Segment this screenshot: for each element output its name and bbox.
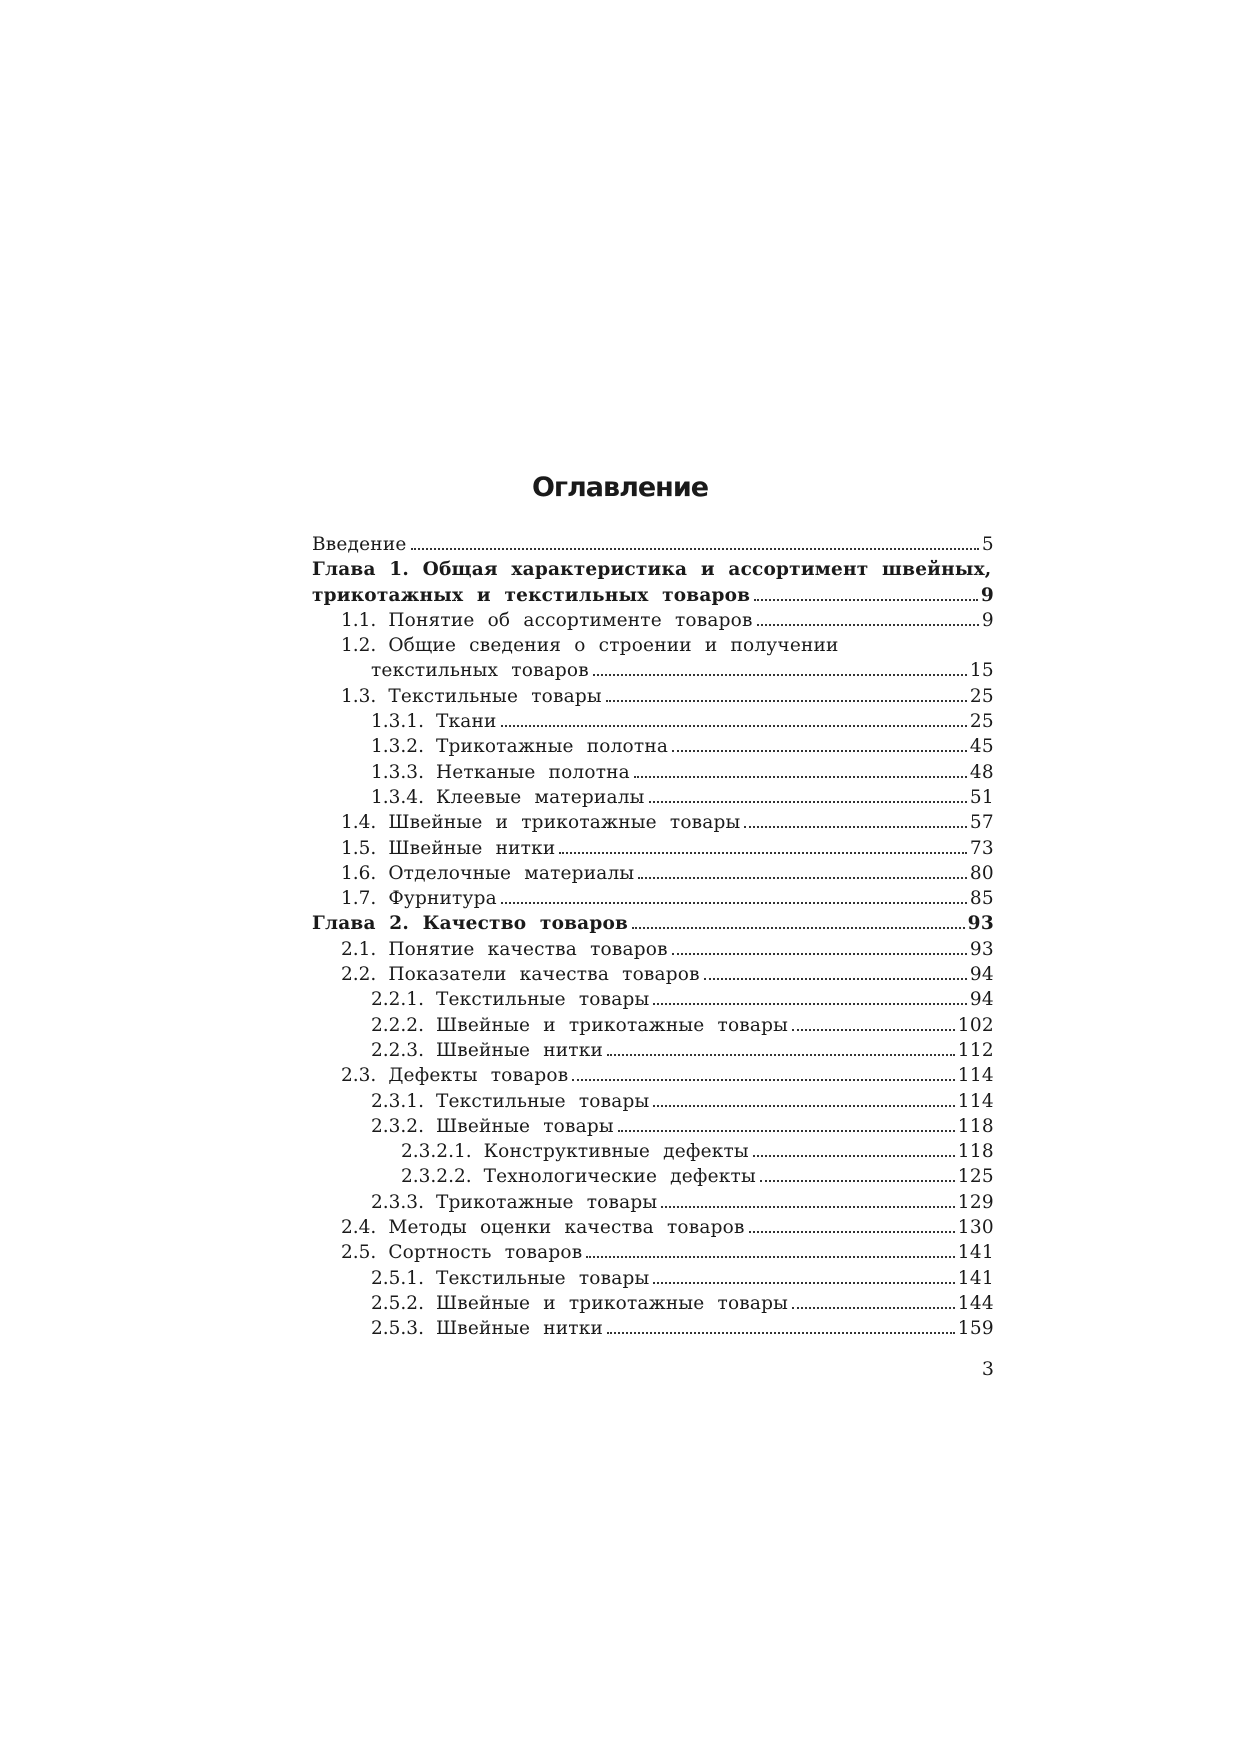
toc-entry[interactable] (312, 810, 994, 835)
dot-leader (606, 699, 967, 702)
toc-entry[interactable] (312, 1215, 994, 1240)
toc-entry-number: 1.3.3. (371, 761, 424, 783)
toc-entry-number: 2.5.3. (371, 1318, 424, 1340)
dot-leader (672, 952, 967, 955)
toc-entry-number: 2.3.2. (371, 1115, 424, 1137)
toc-entry-number: 1.2. (341, 635, 377, 657)
toc-entry-number: 1.3.1. (371, 711, 424, 733)
toc-entry[interactable] (312, 583, 994, 608)
toc-entry-number: 1.3.4. (371, 786, 424, 808)
toc-entry-page: 9 (981, 609, 994, 631)
toc-entry-title: Швейные нитки (388, 837, 556, 859)
toc-entry[interactable] (312, 1190, 994, 1215)
dot-leader (572, 1078, 954, 1081)
dot-leader (792, 1306, 955, 1309)
dot-leader (672, 749, 967, 752)
toc-entry-page: 93 (969, 938, 994, 960)
toc-entry-page: 159 (957, 1318, 994, 1340)
toc-entry[interactable] (312, 1240, 994, 1265)
toc-entry-number: 1.3. (341, 685, 377, 707)
toc-entry-page: 94 (969, 989, 994, 1011)
toc-entry-page: 5 (981, 534, 994, 555)
toc-entry[interactable] (312, 1316, 994, 1341)
dot-leader (618, 1129, 955, 1132)
toc-entry-title: Общие сведения о строении и получении (388, 635, 839, 657)
dot-leader (649, 800, 967, 803)
dot-leader (653, 1281, 954, 1284)
toc-entry-number: 1.4. (341, 812, 377, 834)
dot-leader (760, 1179, 955, 1182)
toc-entry[interactable] (312, 1063, 994, 1088)
toc-entry-number: 2.3.2.1. (401, 1141, 472, 1163)
toc-entry-page: 130 (957, 1217, 994, 1239)
toc-entry-page: 85 (969, 888, 994, 910)
toc-entry[interactable] (312, 1139, 994, 1164)
toc-entry-number: 1.5. (341, 837, 377, 859)
dot-leader (559, 851, 966, 854)
toc-entry-page: 80 (969, 862, 994, 884)
table-of-contents (312, 532, 994, 1342)
toc-entry-title: Швейные товары (435, 1115, 614, 1137)
toc-entry[interactable] (312, 911, 994, 936)
toc-entry-title: Показатели качества товаров (388, 964, 700, 986)
toc-entry-number: 1.3.2. (371, 736, 424, 758)
dot-leader (653, 1104, 954, 1107)
toc-entry-number: 2.4. (341, 1217, 377, 1239)
toc-entry-title: Ткани (435, 711, 497, 733)
toc-entry-page: 57 (969, 812, 994, 834)
toc-entry[interactable] (312, 532, 994, 557)
toc-entry-page: 25 (969, 685, 994, 707)
toc-entry-title: Трикотажные товары (435, 1191, 658, 1213)
toc-entry-page: 129 (957, 1191, 994, 1213)
toc-entry-title: Текстильные товары (388, 685, 602, 707)
toc-entry-page: 118 (957, 1141, 994, 1163)
toc-entry-title: Трикотажные полотна (435, 736, 669, 758)
toc-entry[interactable] (312, 886, 994, 911)
dot-leader (638, 876, 967, 879)
dot-leader (501, 724, 967, 727)
toc-entry-page: 141 (957, 1242, 994, 1264)
toc-entry-page: 25 (969, 711, 994, 733)
toc-entry-page: 9 (980, 584, 994, 606)
toc-entry-title: Сортность товаров (388, 1242, 583, 1264)
dot-leader (792, 1028, 955, 1031)
toc-entry-number: 2.5.1. (371, 1267, 424, 1289)
dot-leader (744, 825, 966, 828)
toc-entry-page: 125 (957, 1166, 994, 1188)
toc-entry-title: Понятие качества товаров (388, 938, 668, 960)
toc-entry[interactable] (312, 1089, 994, 1114)
toc-entry-number: 1.6. (341, 862, 377, 884)
toc-entry[interactable] (312, 633, 994, 658)
toc-entry[interactable] (312, 608, 994, 633)
toc-entry-title: Введение (312, 534, 407, 555)
toc-entry-title: Текстильные товары (435, 1090, 650, 1112)
toc-entry-title: текстильных товаров (371, 660, 589, 682)
toc-entry[interactable] (312, 785, 994, 810)
toc-entry-number: 2.2.2. (371, 1014, 424, 1036)
toc-entry-page: 144 (957, 1292, 994, 1314)
toc-entry-page: 114 (957, 1065, 994, 1087)
toc-entry-title: Швейные и трикотажные товары (435, 1292, 789, 1314)
page-number: 3 (981, 1358, 994, 1380)
toc-entry-number: 2.2.1. (371, 989, 424, 1011)
toc-entry-number: 2.3.2.2. (401, 1166, 472, 1188)
toc-entry[interactable] (312, 987, 994, 1012)
toc-entry-page: 141 (957, 1267, 994, 1289)
toc-entry[interactable] (312, 760, 994, 785)
toc-entry-page: 118 (957, 1115, 994, 1137)
toc-entry-title: Отделочные материалы (388, 862, 635, 884)
toc-entry-title: Нетканые полотна (435, 761, 630, 783)
toc-entry-page: 15 (969, 660, 994, 682)
toc-entry-page: 93 (967, 913, 994, 935)
dot-leader (593, 673, 967, 676)
toc-entry-title: Глава 2. Качество товаров (312, 913, 629, 935)
toc-entry-title: Швейные и трикотажные товары (435, 1014, 789, 1036)
toc-entry-number: 2.3. (341, 1065, 377, 1087)
toc-entry-number: 1.7. (341, 888, 377, 910)
toc-entry[interactable] (312, 557, 994, 582)
toc-entry-title: Текстильные товары (435, 1267, 650, 1289)
dot-leader (411, 547, 979, 550)
toc-entry-page: 73 (969, 837, 994, 859)
toc-entry-number: 2.5.2. (371, 1292, 424, 1314)
page-title: Оглавление (531, 472, 709, 503)
toc-entry[interactable] (312, 684, 994, 709)
toc-entry-title: Текстильные товары (435, 989, 650, 1011)
toc-entry-number: 2.3.3. (371, 1191, 424, 1213)
dot-leader (753, 1154, 955, 1157)
toc-entry[interactable] (312, 734, 994, 759)
toc-entry-number: 2.3.1. (371, 1090, 424, 1112)
dot-leader (632, 926, 965, 929)
toc-entry-page: 114 (957, 1090, 994, 1112)
toc-entry[interactable] (312, 1164, 994, 1189)
toc-entry[interactable] (312, 836, 994, 861)
dot-leader (501, 901, 967, 904)
toc-entry[interactable] (312, 709, 994, 734)
toc-entry-title: Швейные и трикотажные товары (388, 812, 741, 834)
toc-entry[interactable] (312, 1114, 994, 1139)
toc-entry-page: 51 (969, 786, 994, 808)
toc-entry-title: Понятие об ассортименте товаров (388, 609, 753, 631)
toc-entry[interactable] (312, 1291, 994, 1316)
dot-leader (586, 1255, 954, 1258)
dot-leader (634, 775, 967, 778)
toc-entry-title: Швейные нитки (435, 1318, 604, 1340)
toc-entry-title: Швейные нитки (435, 1039, 604, 1061)
dot-leader (653, 1002, 966, 1005)
toc-entry-page: 112 (957, 1039, 994, 1061)
toc-entry-number: 2.1. (341, 938, 377, 960)
toc-entry-title: Технологические дефекты (483, 1166, 756, 1188)
toc-entry-number: 2.5. (341, 1242, 377, 1264)
toc-entry[interactable] (312, 1266, 994, 1291)
toc-entry-title: Фурнитура (388, 888, 497, 910)
toc-entry-number: 2.2. (341, 964, 377, 986)
toc-entry-page: 48 (969, 761, 994, 783)
toc-entry-title: Глава 1. Общая характеристика и ассортимент швейных, (312, 559, 992, 581)
toc-entry[interactable] (312, 1013, 994, 1038)
toc-entry-page: 102 (957, 1014, 994, 1036)
toc-entry[interactable] (312, 861, 994, 886)
dot-leader (754, 598, 978, 601)
toc-entry[interactable] (312, 1038, 994, 1063)
toc-entry-page: 94 (969, 964, 994, 986)
toc-entry-title: Дефекты товаров (388, 1065, 569, 1087)
toc-entry-page: 45 (969, 736, 994, 758)
dot-leader (607, 1331, 955, 1334)
toc-entry[interactable] (312, 962, 994, 987)
dot-leader (757, 623, 979, 626)
dot-leader (661, 1205, 954, 1208)
toc-entry-title: Методы оценки качества товаров (388, 1217, 745, 1239)
dot-leader (704, 977, 967, 980)
toc-entry[interactable] (312, 658, 994, 683)
dot-leader (607, 1053, 955, 1056)
toc-entry-title: Клеевые материалы (435, 786, 645, 808)
dot-leader (749, 1230, 955, 1233)
toc-entry[interactable] (312, 937, 994, 962)
toc-entry-number: 2.2.3. (371, 1039, 424, 1061)
toc-entry-number: 1.1. (341, 609, 377, 631)
toc-entry-title: Конструктивные дефекты (483, 1141, 749, 1163)
toc-entry-title: трикотажных и текстильных товаров (312, 584, 751, 606)
